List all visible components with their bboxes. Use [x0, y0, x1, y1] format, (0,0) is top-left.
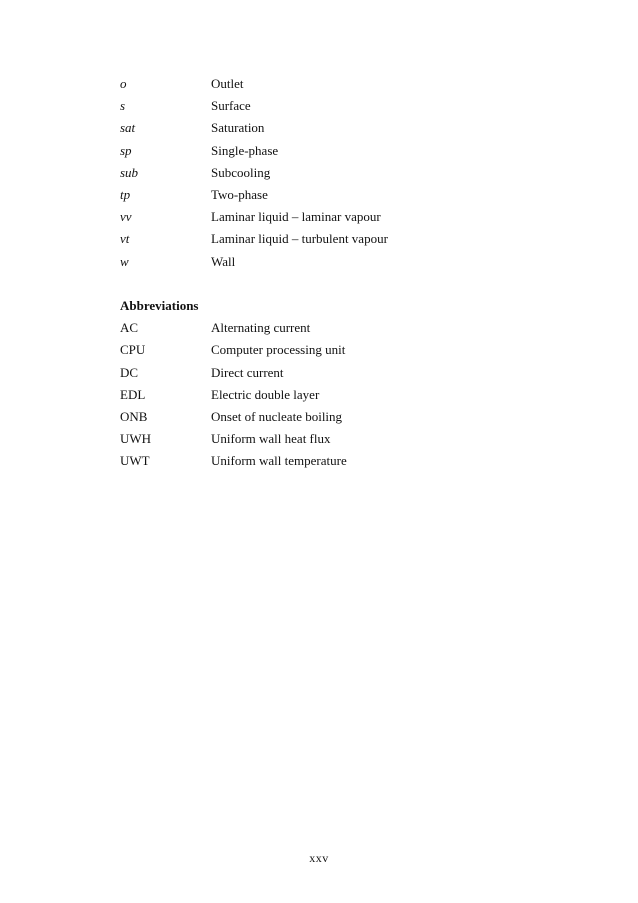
abbreviation-term: UWT: [120, 453, 150, 469]
abbreviation-definition: Computer processing unit: [211, 342, 346, 358]
list-item: [120, 428, 347, 450]
subscript-definition: Saturation: [211, 120, 265, 136]
abbreviation-definition: Direct current: [211, 364, 284, 380]
list-item: [120, 95, 388, 117]
list-item: [120, 140, 388, 162]
list-item: [120, 228, 388, 250]
subscript-term: sub: [120, 164, 139, 180]
abbreviation-term: EDL: [120, 386, 146, 402]
subscript-term: sp: [120, 142, 132, 158]
subscript-definition: Two-phase: [211, 187, 268, 203]
list-item: [120, 251, 388, 273]
subscript-definition: Laminar liquid – turbulent vapour: [211, 231, 388, 247]
list-item: [120, 339, 347, 361]
list-item: [120, 362, 347, 384]
list-item: [120, 73, 388, 95]
subscript-definition: Subcooling: [211, 164, 271, 180]
abbreviation-definition: Alternating current: [211, 320, 311, 336]
subscript-term: vv: [120, 209, 132, 225]
abbreviation-definition: Uniform wall temperature: [211, 453, 347, 469]
subscript-term: tp: [120, 187, 131, 203]
subscript-definition: Wall: [211, 253, 236, 269]
list-item: [120, 184, 388, 206]
section-heading: Abbreviations: [120, 298, 199, 314]
abbreviation-term: AC: [120, 320, 139, 336]
abbreviation-definition: Electric double layer: [211, 386, 320, 402]
list-item: [120, 117, 388, 139]
list-item: [120, 206, 388, 228]
subscript-definition: Outlet: [211, 76, 244, 92]
subscript-term: vt: [120, 231, 130, 247]
subscript-definition: Surface: [211, 98, 251, 114]
list-item: [120, 162, 388, 184]
abbreviations-list: [120, 295, 347, 473]
list-item: [120, 450, 347, 472]
page-number: xxv: [309, 851, 329, 865]
abbreviation-term: DC: [120, 364, 139, 380]
abbreviation-term: CPU: [120, 342, 146, 358]
subscript-term: sat: [120, 120, 136, 136]
abbreviation-term: UWH: [120, 431, 152, 447]
list-item: [120, 384, 347, 406]
list-item: [120, 317, 347, 339]
abbreviation-term: ONB: [120, 409, 148, 425]
subscripts-list: [120, 73, 388, 273]
list-item: [120, 406, 347, 428]
subscript-definition: Laminar liquid – laminar vapour: [211, 209, 381, 225]
subscript-term: w: [120, 253, 129, 269]
subscript-term: o: [120, 76, 127, 92]
abbreviation-definition: Onset of nucleate boiling: [211, 409, 343, 425]
subscript-definition: Single-phase: [211, 142, 279, 158]
abbreviation-definition: Uniform wall heat flux: [211, 431, 331, 447]
subscript-term: s: [120, 98, 126, 114]
